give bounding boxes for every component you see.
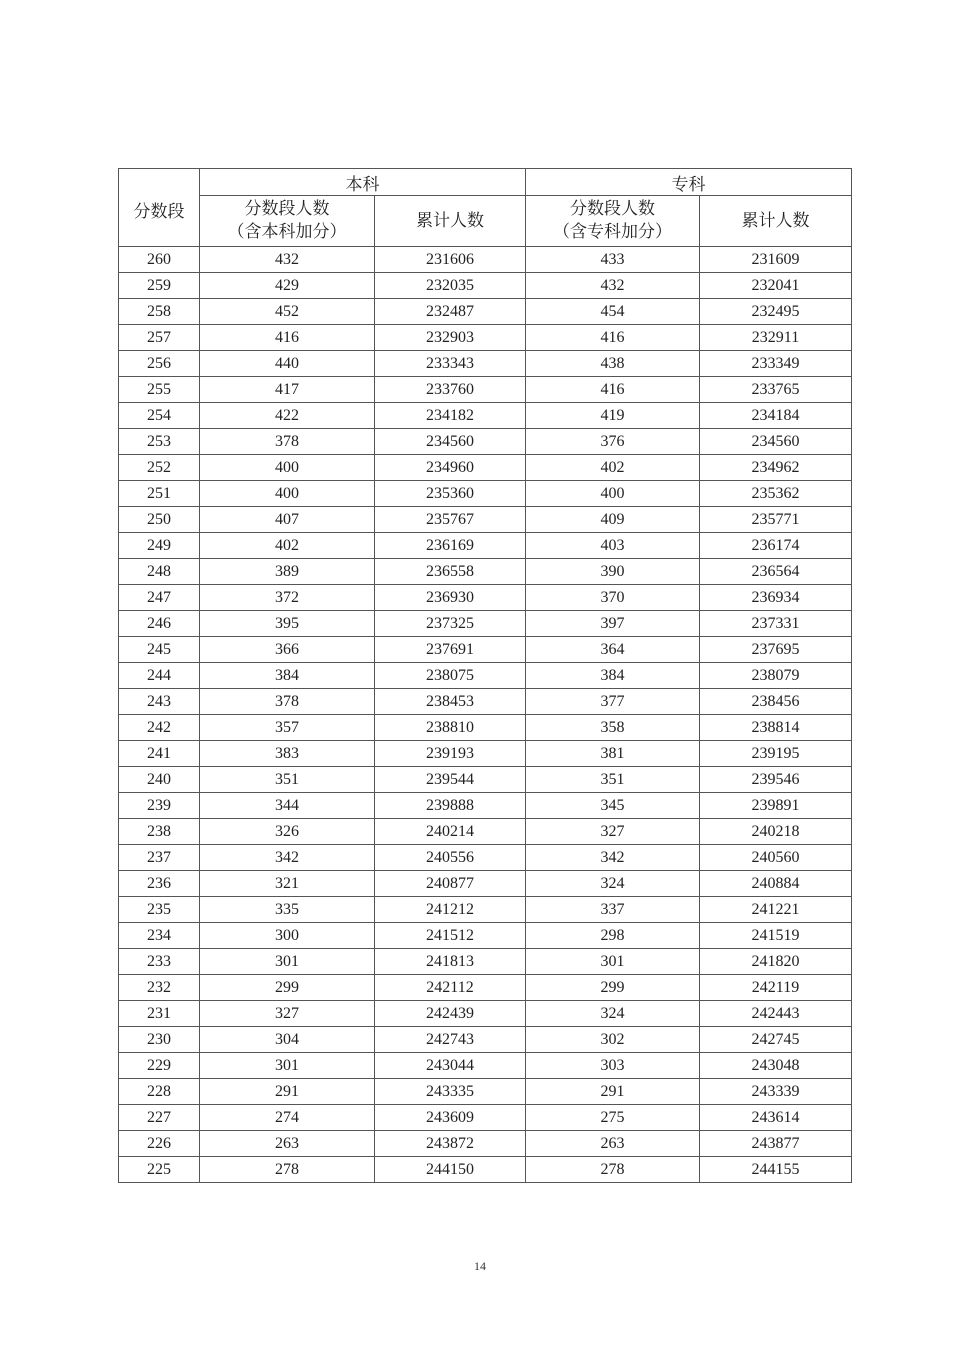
zhuanke-count-cell: 377 bbox=[526, 689, 700, 715]
benke-count-cell: 440 bbox=[200, 351, 375, 377]
benke-count-cell: 417 bbox=[200, 377, 375, 403]
benke-cumulative-cell: 236169 bbox=[375, 533, 526, 559]
zhuanke-cumulative-cell: 236564 bbox=[700, 559, 852, 585]
zhuanke-cumulative-cell: 243048 bbox=[700, 1053, 852, 1079]
table-row bbox=[119, 533, 852, 559]
table-row bbox=[119, 663, 852, 689]
score-band-cell: 248 bbox=[119, 559, 200, 585]
zhuanke-cumulative-cell: 237695 bbox=[700, 637, 852, 663]
zhuanke-count-cell: 400 bbox=[526, 481, 700, 507]
zhuanke-count-cell: 402 bbox=[526, 455, 700, 481]
table-row bbox=[119, 793, 852, 819]
benke-cumulative-cell: 236558 bbox=[375, 559, 526, 585]
benke-count-cell: 326 bbox=[200, 819, 375, 845]
zhuanke-count-cell: 302 bbox=[526, 1027, 700, 1053]
benke-count-cell: 383 bbox=[200, 741, 375, 767]
benke-count-cell: 321 bbox=[200, 871, 375, 897]
benke-cumulative-cell: 237691 bbox=[375, 637, 526, 663]
zhuanke-cumulative-cell: 238079 bbox=[700, 663, 852, 689]
zhuanke-cumulative-cell: 243877 bbox=[700, 1131, 852, 1157]
benke-cumulative-cell: 240214 bbox=[375, 819, 526, 845]
header-benke-count-note: （含本科加分） bbox=[227, 222, 347, 242]
zhuanke-count-cell: 358 bbox=[526, 715, 700, 741]
zhuanke-count-cell: 301 bbox=[526, 949, 700, 975]
benke-cumulative-cell: 240556 bbox=[375, 845, 526, 871]
score-band-cell: 244 bbox=[119, 663, 200, 689]
table-row bbox=[119, 845, 852, 871]
score-band-cell: 241 bbox=[119, 741, 200, 767]
zhuanke-count-cell: 298 bbox=[526, 923, 700, 949]
table-row bbox=[119, 559, 852, 585]
table-body bbox=[119, 247, 852, 1183]
zhuanke-cumulative-cell: 242119 bbox=[700, 975, 852, 1001]
zhuanke-cumulative-cell: 238814 bbox=[700, 715, 852, 741]
zhuanke-cumulative-cell: 238456 bbox=[700, 689, 852, 715]
benke-cumulative-cell: 232035 bbox=[375, 273, 526, 299]
header-score-band: 分数段 bbox=[119, 169, 200, 247]
table-row bbox=[119, 585, 852, 611]
table-row bbox=[119, 1131, 852, 1157]
score-band-cell: 238 bbox=[119, 819, 200, 845]
benke-count-cell: 378 bbox=[200, 689, 375, 715]
table-row bbox=[119, 689, 852, 715]
benke-cumulative-cell: 240877 bbox=[375, 871, 526, 897]
table-row bbox=[119, 923, 852, 949]
zhuanke-cumulative-cell: 244155 bbox=[700, 1157, 852, 1183]
benke-cumulative-cell: 231606 bbox=[375, 247, 526, 273]
table-row bbox=[119, 273, 852, 299]
benke-cumulative-cell: 238075 bbox=[375, 663, 526, 689]
zhuanke-cumulative-cell: 232041 bbox=[700, 273, 852, 299]
header-zhuanke-cumulative: 累计人数 bbox=[700, 196, 852, 247]
zhuanke-cumulative-cell: 236174 bbox=[700, 533, 852, 559]
header-zhuanke-count bbox=[526, 196, 700, 247]
benke-cumulative-cell: 242112 bbox=[375, 975, 526, 1001]
zhuanke-cumulative-cell: 242443 bbox=[700, 1001, 852, 1027]
header-benke: 本科 bbox=[200, 169, 526, 196]
zhuanke-count-cell: 370 bbox=[526, 585, 700, 611]
table-row bbox=[119, 715, 852, 741]
benke-cumulative-cell: 244150 bbox=[375, 1157, 526, 1183]
zhuanke-count-cell: 324 bbox=[526, 1001, 700, 1027]
zhuanke-count-cell: 345 bbox=[526, 793, 700, 819]
zhuanke-cumulative-cell: 236934 bbox=[700, 585, 852, 611]
header-benke-cumulative: 累计人数 bbox=[375, 196, 526, 247]
zhuanke-cumulative-cell: 239546 bbox=[700, 767, 852, 793]
benke-cumulative-cell: 242439 bbox=[375, 1001, 526, 1027]
zhuanke-cumulative-cell: 231609 bbox=[700, 247, 852, 273]
benke-count-cell: 395 bbox=[200, 611, 375, 637]
benke-cumulative-cell: 234182 bbox=[375, 403, 526, 429]
zhuanke-count-cell: 351 bbox=[526, 767, 700, 793]
benke-cumulative-cell: 234960 bbox=[375, 455, 526, 481]
benke-count-cell: 422 bbox=[200, 403, 375, 429]
header-zhuanke: 专科 bbox=[526, 169, 852, 196]
benke-cumulative-cell: 235767 bbox=[375, 507, 526, 533]
zhuanke-cumulative-cell: 240218 bbox=[700, 819, 852, 845]
zhuanke-count-cell: 278 bbox=[526, 1157, 700, 1183]
table-row bbox=[119, 481, 852, 507]
zhuanke-count-cell: 364 bbox=[526, 637, 700, 663]
score-band-cell: 253 bbox=[119, 429, 200, 455]
benke-count-cell: 432 bbox=[200, 247, 375, 273]
benke-cumulative-cell: 232903 bbox=[375, 325, 526, 351]
table-row bbox=[119, 871, 852, 897]
zhuanke-count-cell: 416 bbox=[526, 377, 700, 403]
zhuanke-cumulative-cell: 234962 bbox=[700, 455, 852, 481]
score-band-cell: 249 bbox=[119, 533, 200, 559]
table-row bbox=[119, 377, 852, 403]
zhuanke-cumulative-cell: 241519 bbox=[700, 923, 852, 949]
score-band-cell: 230 bbox=[119, 1027, 200, 1053]
benke-cumulative-cell: 239193 bbox=[375, 741, 526, 767]
benke-cumulative-cell: 238453 bbox=[375, 689, 526, 715]
score-band-cell: 247 bbox=[119, 585, 200, 611]
score-band-cell: 225 bbox=[119, 1157, 200, 1183]
table-row bbox=[119, 455, 852, 481]
score-band-cell: 258 bbox=[119, 299, 200, 325]
score-band-cell: 229 bbox=[119, 1053, 200, 1079]
zhuanke-count-cell: 403 bbox=[526, 533, 700, 559]
zhuanke-count-cell: 275 bbox=[526, 1105, 700, 1131]
zhuanke-cumulative-cell: 240884 bbox=[700, 871, 852, 897]
benke-count-cell: 366 bbox=[200, 637, 375, 663]
zhuanke-cumulative-cell: 235771 bbox=[700, 507, 852, 533]
zhuanke-count-cell: 416 bbox=[526, 325, 700, 351]
benke-count-cell: 407 bbox=[200, 507, 375, 533]
zhuanke-cumulative-cell: 235362 bbox=[700, 481, 852, 507]
zhuanke-count-cell: 438 bbox=[526, 351, 700, 377]
benke-count-cell: 400 bbox=[200, 481, 375, 507]
score-band-cell: 228 bbox=[119, 1079, 200, 1105]
benke-count-cell: 357 bbox=[200, 715, 375, 741]
header-benke-count-label: 分数段人数 bbox=[244, 199, 330, 219]
zhuanke-count-cell: 419 bbox=[526, 403, 700, 429]
score-band-cell: 236 bbox=[119, 871, 200, 897]
score-band-cell: 259 bbox=[119, 273, 200, 299]
benke-cumulative-cell: 237325 bbox=[375, 611, 526, 637]
zhuanke-count-cell: 263 bbox=[526, 1131, 700, 1157]
table-row bbox=[119, 403, 852, 429]
benke-cumulative-cell: 241512 bbox=[375, 923, 526, 949]
zhuanke-count-cell: 342 bbox=[526, 845, 700, 871]
zhuanke-count-cell: 432 bbox=[526, 273, 700, 299]
zhuanke-cumulative-cell: 243614 bbox=[700, 1105, 852, 1131]
benke-cumulative-cell: 239544 bbox=[375, 767, 526, 793]
table-row bbox=[119, 975, 852, 1001]
table-row bbox=[119, 767, 852, 793]
score-band-cell: 255 bbox=[119, 377, 200, 403]
table-row bbox=[119, 1079, 852, 1105]
zhuanke-count-cell: 337 bbox=[526, 897, 700, 923]
table-row bbox=[119, 637, 852, 663]
zhuanke-count-cell: 433 bbox=[526, 247, 700, 273]
benke-count-cell: 429 bbox=[200, 273, 375, 299]
table-row bbox=[119, 1105, 852, 1131]
score-band-cell: 243 bbox=[119, 689, 200, 715]
zhuanke-count-cell: 299 bbox=[526, 975, 700, 1001]
table-row bbox=[119, 507, 852, 533]
zhuanke-cumulative-cell: 237331 bbox=[700, 611, 852, 637]
benke-cumulative-cell: 243335 bbox=[375, 1079, 526, 1105]
score-band-cell: 256 bbox=[119, 351, 200, 377]
score-band-cell: 235 bbox=[119, 897, 200, 923]
table-row bbox=[119, 819, 852, 845]
zhuanke-cumulative-cell: 241221 bbox=[700, 897, 852, 923]
benke-count-cell: 400 bbox=[200, 455, 375, 481]
score-band-cell: 260 bbox=[119, 247, 200, 273]
zhuanke-cumulative-cell: 233349 bbox=[700, 351, 852, 377]
score-band-cell: 226 bbox=[119, 1131, 200, 1157]
table-row bbox=[119, 299, 852, 325]
table-row bbox=[119, 1001, 852, 1027]
zhuanke-count-cell: 381 bbox=[526, 741, 700, 767]
zhuanke-cumulative-cell: 239891 bbox=[700, 793, 852, 819]
table-row bbox=[119, 247, 852, 273]
page-number: 14 bbox=[474, 1259, 486, 1273]
table-row bbox=[119, 351, 852, 377]
benke-count-cell: 378 bbox=[200, 429, 375, 455]
benke-count-cell: 278 bbox=[200, 1157, 375, 1183]
score-band-cell: 246 bbox=[119, 611, 200, 637]
benke-cumulative-cell: 235360 bbox=[375, 481, 526, 507]
zhuanke-cumulative-cell: 232911 bbox=[700, 325, 852, 351]
zhuanke-cumulative-cell: 242745 bbox=[700, 1027, 852, 1053]
table-row bbox=[119, 897, 852, 923]
benke-cumulative-cell: 239888 bbox=[375, 793, 526, 819]
zhuanke-count-cell: 454 bbox=[526, 299, 700, 325]
zhuanke-count-cell: 409 bbox=[526, 507, 700, 533]
benke-cumulative-cell: 232487 bbox=[375, 299, 526, 325]
table-row bbox=[119, 325, 852, 351]
zhuanke-count-cell: 327 bbox=[526, 819, 700, 845]
benke-count-cell: 342 bbox=[200, 845, 375, 871]
zhuanke-cumulative-cell: 234560 bbox=[700, 429, 852, 455]
benke-cumulative-cell: 234560 bbox=[375, 429, 526, 455]
benke-cumulative-cell: 236930 bbox=[375, 585, 526, 611]
table-row bbox=[119, 949, 852, 975]
table-row bbox=[119, 1027, 852, 1053]
score-band-cell: 239 bbox=[119, 793, 200, 819]
zhuanke-cumulative-cell: 243339 bbox=[700, 1079, 852, 1105]
benke-count-cell: 389 bbox=[200, 559, 375, 585]
benke-count-cell: 402 bbox=[200, 533, 375, 559]
benke-count-cell: 301 bbox=[200, 1053, 375, 1079]
table-row bbox=[119, 429, 852, 455]
zhuanke-count-cell: 390 bbox=[526, 559, 700, 585]
score-band-cell: 254 bbox=[119, 403, 200, 429]
score-band-cell: 237 bbox=[119, 845, 200, 871]
score-distribution-table bbox=[118, 168, 852, 1183]
benke-count-cell: 416 bbox=[200, 325, 375, 351]
score-band-cell: 233 bbox=[119, 949, 200, 975]
benke-count-cell: 274 bbox=[200, 1105, 375, 1131]
zhuanke-cumulative-cell: 232495 bbox=[700, 299, 852, 325]
score-band-cell: 252 bbox=[119, 455, 200, 481]
zhuanke-count-cell: 376 bbox=[526, 429, 700, 455]
benke-cumulative-cell: 241813 bbox=[375, 949, 526, 975]
benke-cumulative-cell: 233343 bbox=[375, 351, 526, 377]
score-band-cell: 227 bbox=[119, 1105, 200, 1131]
score-band-cell: 257 bbox=[119, 325, 200, 351]
table-row bbox=[119, 741, 852, 767]
score-band-cell: 242 bbox=[119, 715, 200, 741]
zhuanke-cumulative-cell: 234184 bbox=[700, 403, 852, 429]
zhuanke-cumulative-cell: 240560 bbox=[700, 845, 852, 871]
benke-count-cell: 384 bbox=[200, 663, 375, 689]
benke-count-cell: 335 bbox=[200, 897, 375, 923]
score-band-cell: 250 bbox=[119, 507, 200, 533]
score-band-cell: 240 bbox=[119, 767, 200, 793]
benke-cumulative-cell: 242743 bbox=[375, 1027, 526, 1053]
benke-count-cell: 344 bbox=[200, 793, 375, 819]
table-row bbox=[119, 611, 852, 637]
benke-count-cell: 351 bbox=[200, 767, 375, 793]
benke-count-cell: 291 bbox=[200, 1079, 375, 1105]
benke-count-cell: 300 bbox=[200, 923, 375, 949]
benke-cumulative-cell: 243872 bbox=[375, 1131, 526, 1157]
header-zhuanke-count-note: （含专科加分） bbox=[553, 222, 672, 242]
score-band-cell: 251 bbox=[119, 481, 200, 507]
zhuanke-count-cell: 384 bbox=[526, 663, 700, 689]
table-row bbox=[119, 1157, 852, 1183]
header-benke-count bbox=[200, 196, 375, 247]
benke-count-cell: 372 bbox=[200, 585, 375, 611]
zhuanke-count-cell: 291 bbox=[526, 1079, 700, 1105]
score-band-cell: 234 bbox=[119, 923, 200, 949]
benke-count-cell: 327 bbox=[200, 1001, 375, 1027]
score-band-cell: 245 bbox=[119, 637, 200, 663]
benke-cumulative-cell: 243044 bbox=[375, 1053, 526, 1079]
zhuanke-cumulative-cell: 241820 bbox=[700, 949, 852, 975]
zhuanke-count-cell: 397 bbox=[526, 611, 700, 637]
benke-count-cell: 301 bbox=[200, 949, 375, 975]
benke-count-cell: 452 bbox=[200, 299, 375, 325]
benke-count-cell: 299 bbox=[200, 975, 375, 1001]
score-band-cell: 232 bbox=[119, 975, 200, 1001]
benke-count-cell: 263 bbox=[200, 1131, 375, 1157]
zhuanke-count-cell: 303 bbox=[526, 1053, 700, 1079]
benke-cumulative-cell: 238810 bbox=[375, 715, 526, 741]
zhuanke-cumulative-cell: 233765 bbox=[700, 377, 852, 403]
benke-cumulative-cell: 241212 bbox=[375, 897, 526, 923]
table-row bbox=[119, 1053, 852, 1079]
header-zhuanke-count-label: 分数段人数 bbox=[570, 199, 655, 219]
benke-cumulative-cell: 243609 bbox=[375, 1105, 526, 1131]
benke-cumulative-cell: 233760 bbox=[375, 377, 526, 403]
score-band-cell: 231 bbox=[119, 1001, 200, 1027]
zhuanke-cumulative-cell: 239195 bbox=[700, 741, 852, 767]
benke-count-cell: 304 bbox=[200, 1027, 375, 1053]
zhuanke-count-cell: 324 bbox=[526, 871, 700, 897]
